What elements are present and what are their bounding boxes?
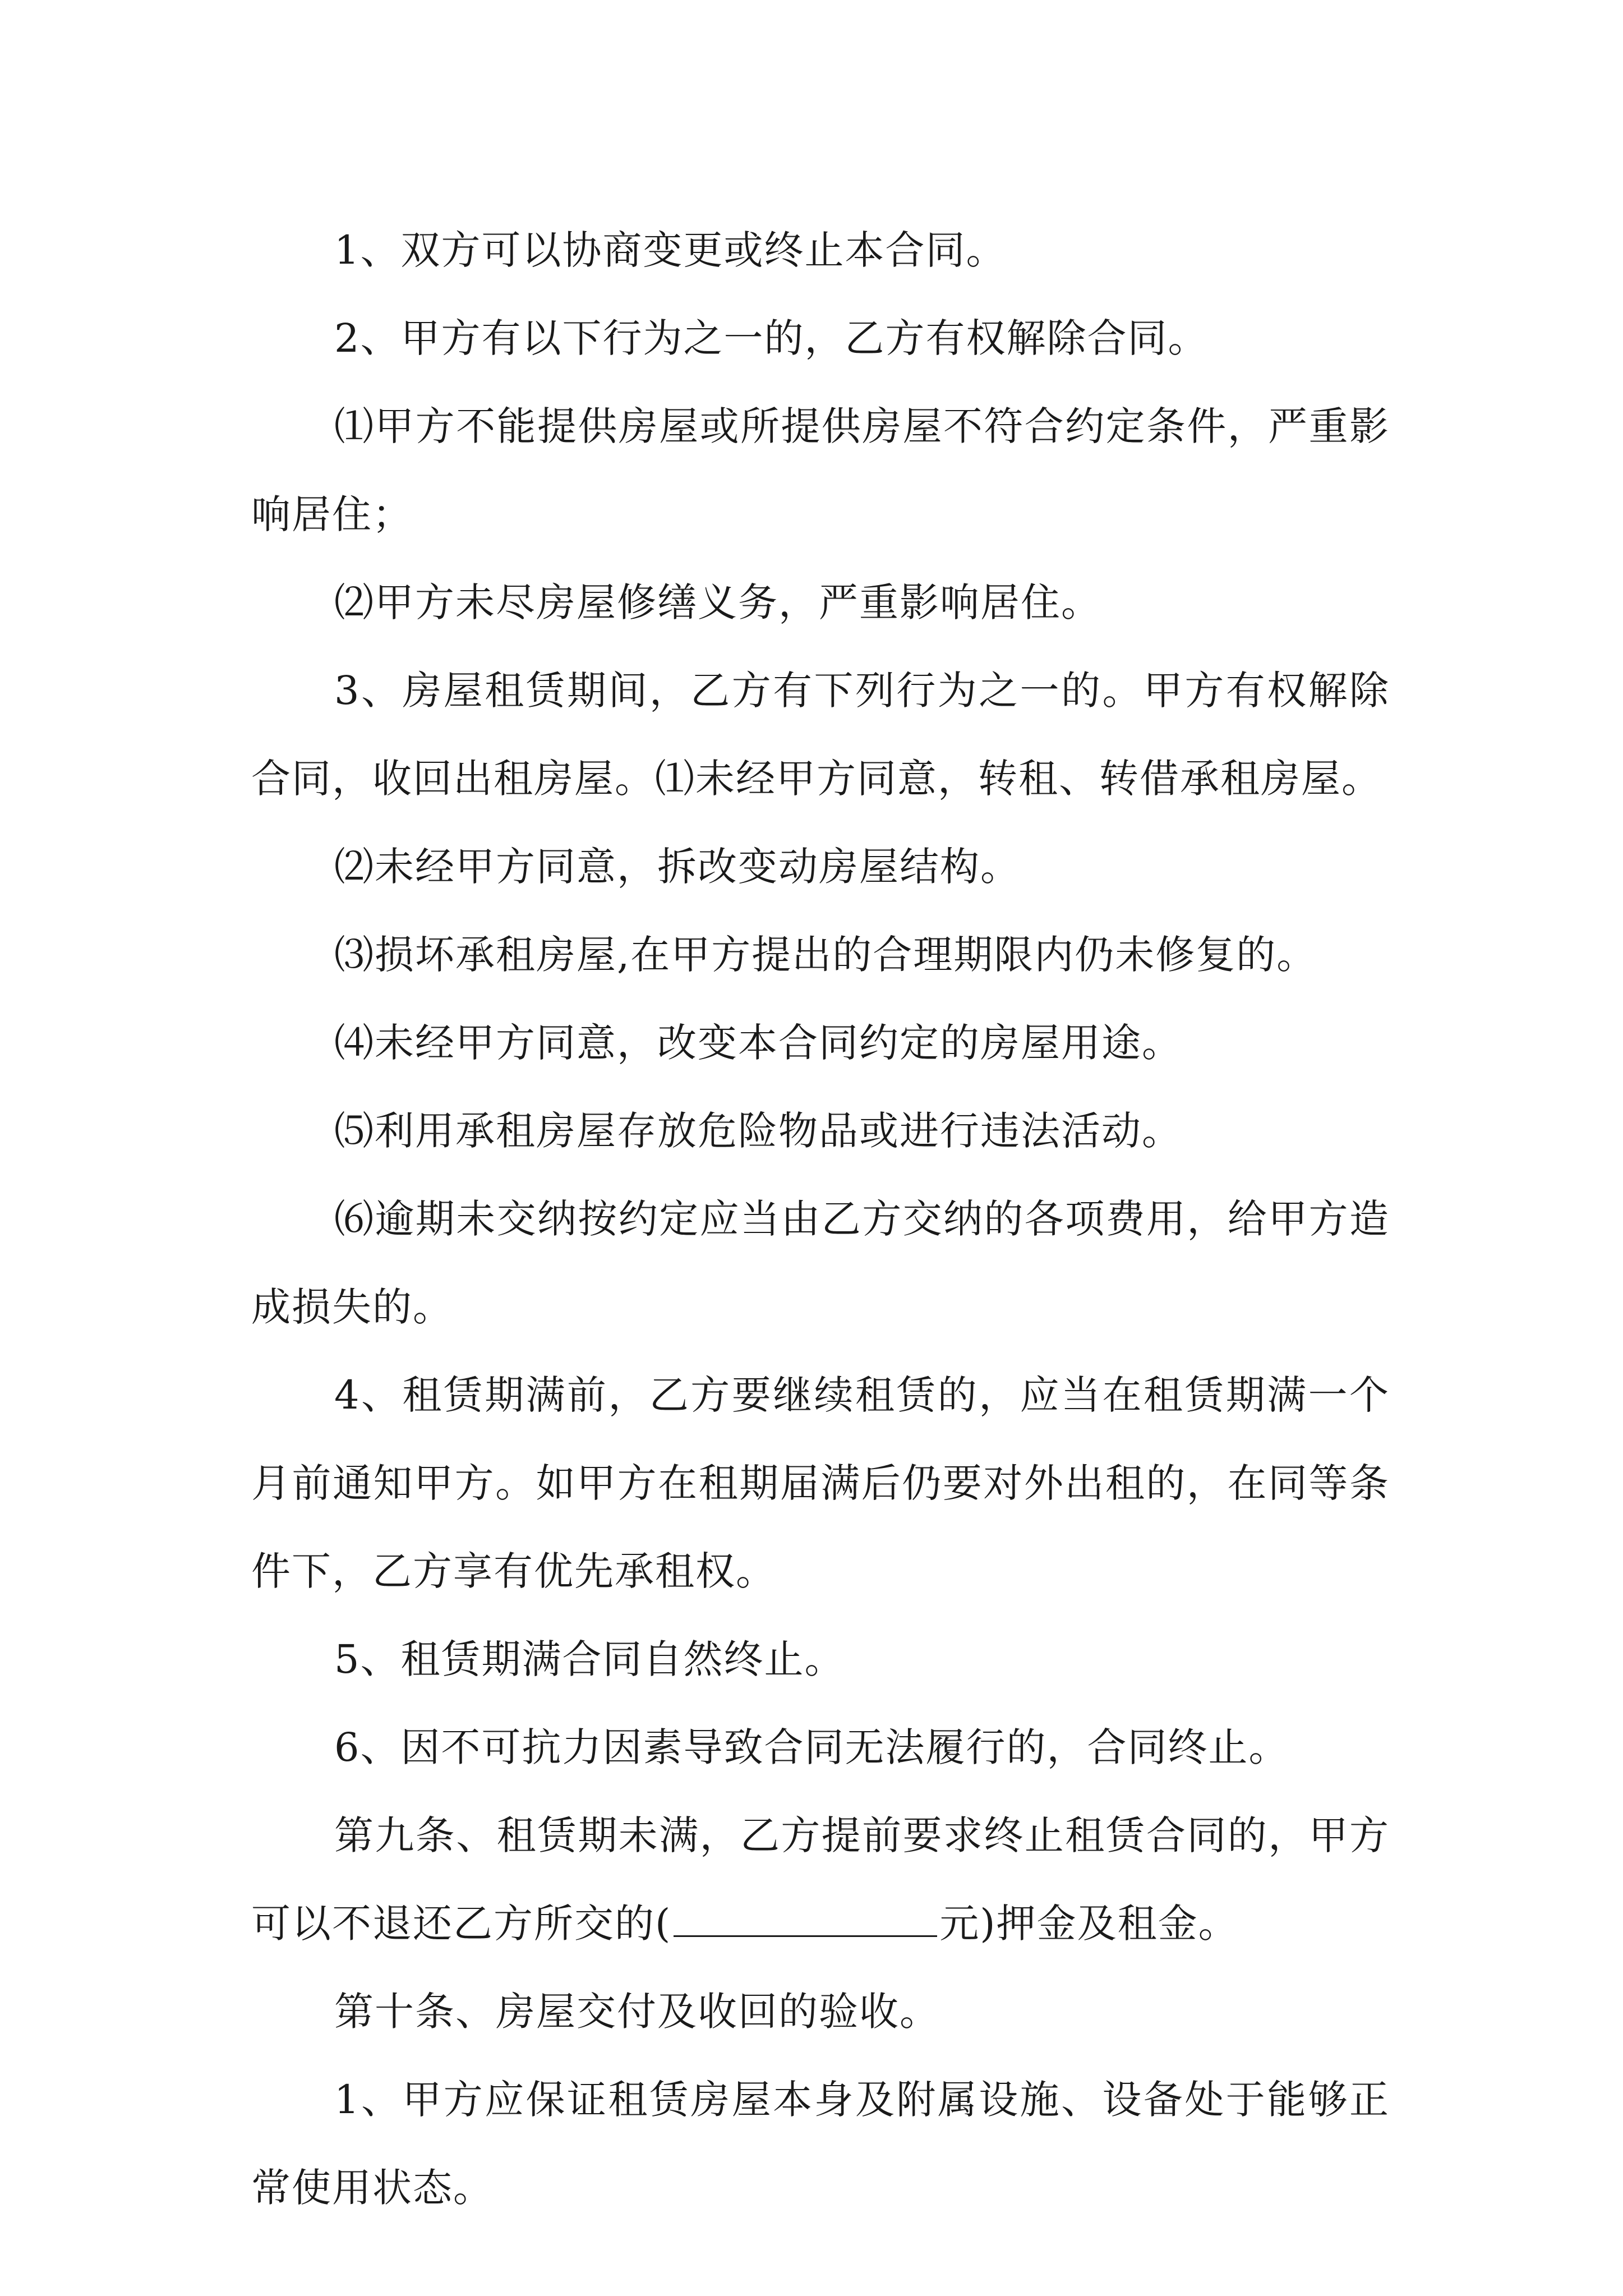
- paragraph: ⑵未经甲方同意，拆改变动房屋结构。: [334, 844, 1021, 890]
- article-9-text-before: 第九条、租赁期未满，乙方提前要求终止租赁合同的，甲方可以不退还乙方所交的(: [251, 1812, 1390, 1947]
- paragraph: ⑴甲方不能提供房屋或所提供房屋不符合约定条件，严重影响居住；: [251, 403, 1390, 537]
- article-10-title: 第十条、房屋交付及收回的验收。: [334, 1989, 940, 2035]
- paragraph: ⑹逾期未交纳按约定应当由乙方交纳的各项费用，给甲方造成损失的。: [251, 1196, 1390, 1330]
- paragraph: 1、甲方应保证租赁房屋本身及附属设施、设备处于能够正常使用状态。: [251, 2077, 1390, 2211]
- article-9-text-after: 元)押金及租金。: [939, 1901, 1239, 1947]
- paragraph: ⑷未经甲方同意，改变本合同约定的房屋用途。: [334, 1020, 1182, 1066]
- document-body: [251, 206, 1390, 2232]
- paragraph: 4、租赁期满前，乙方要继续租赁的，应当在租赁期满一个月前通知甲方。如甲方在租期届满后仍要对外出租的，在同等条件下，乙方享有优先承租权。: [251, 1372, 1390, 1594]
- paragraph: ⑵甲方未尽房屋修缮义务，严重影响居住。: [334, 579, 1101, 625]
- paragraph: 3、房屋租赁期间，乙方有下列行为之一的。甲方有权解除合同，收回出租房屋。⑴未经甲方同意，转租、转借承租房屋。: [251, 668, 1390, 802]
- paragraph: 1、双方可以协商变更或终止本合同。: [334, 227, 1007, 273]
- article-9-paragraph: [251, 1792, 1390, 1968]
- paragraph: ⑶损坏承租房屋,在甲方提出的合理期限内仍未修复的。: [334, 932, 1317, 978]
- deposit-amount-blank: [674, 1901, 937, 1937]
- paragraph: ⑸利用承租房屋存放危险物品或进行违法活动。: [334, 1108, 1182, 1154]
- paragraph: 2、甲方有以下行为之一的，乙方有权解除合同。: [334, 315, 1209, 361]
- paragraph: 5、租赁期满合同自然终止。: [334, 1636, 845, 1682]
- paragraph: 6、因不可抗力因素导致合同无法履行的，合同终止。: [334, 1724, 1289, 1770]
